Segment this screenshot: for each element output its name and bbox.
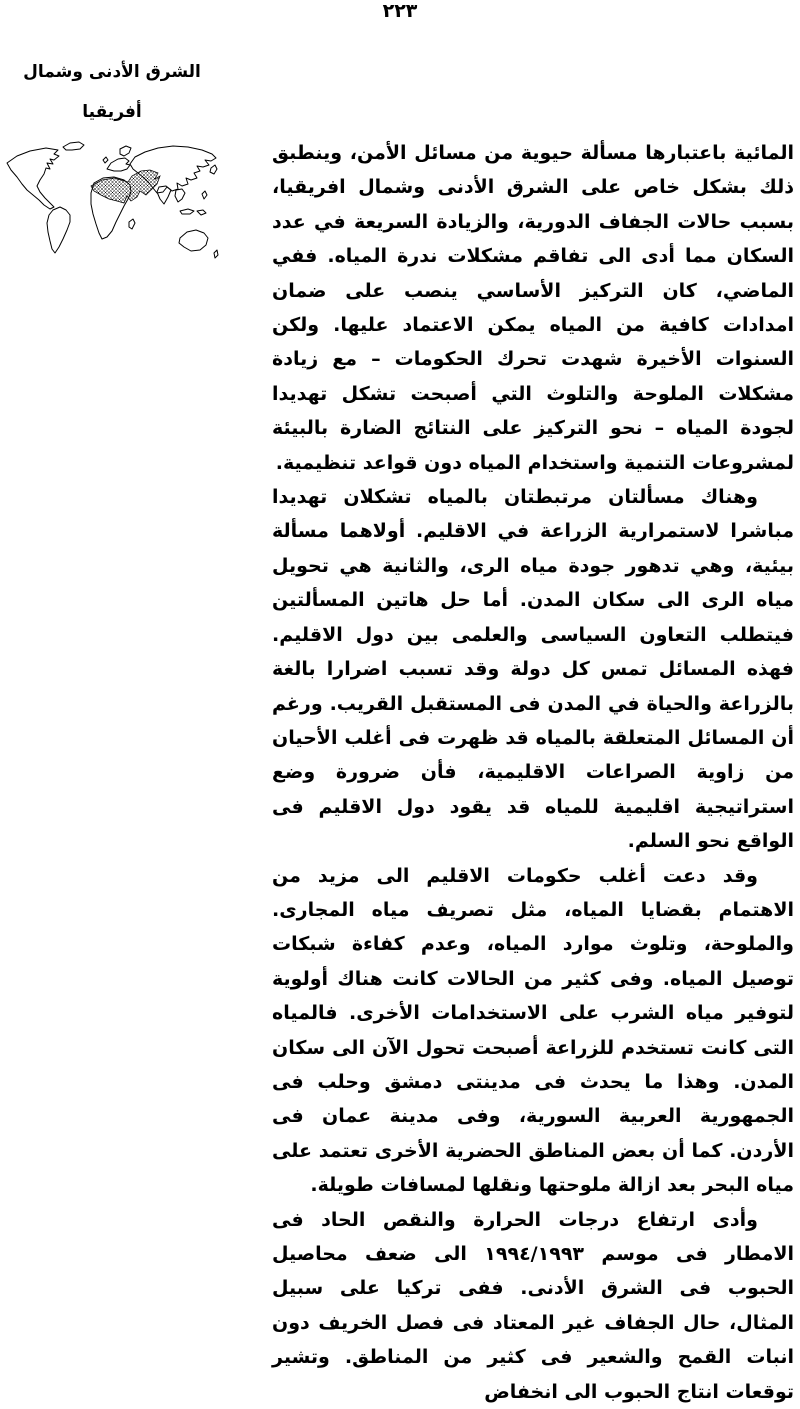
page-number: ٢٢٣ [382,0,418,22]
paragraph-4: وأدى ارتفاع درجات الحرارة والنقص الحاد فى الامطار فى موسم ١٩٩٤/١٩٩٣ الى ضعف محاصيل الحبوب فى الشرق الأدنى. ففى تركيا على سبيل المثال، حال الجفاف غير المعتاد فى فصل الخريف دون انبات القمح والشعير فى كثير من المناطق. وتشير توقعات انتاج الحبوب الى انخفاض [272,1208,794,1403]
world-map-image [4,140,220,270]
region-heading [4,52,220,132]
region-sidebar [4,52,220,270]
paragraph-3: وقد دعت أغلب حكومات الاقليم الى مزيد من الاهتمام بقضايا المياه، مثل تصريف مياه المجارى. والملوحة، وتلوث موارد المياه، وعدم كفاءة شبكات توصيل المياه. وفى كثير من الحالات كانت هناك أولوية لتوفير مياه الشرب على الاستخدامات الأخرى. فالمياه التى كانت تستخدم للزراعة أصبحت تحول الآن الى سكان المدن. وهذا ما يحدث فى مدينتى دمشق وحلب فى الجمهورية العربية السورية، وفى مدينة عمان فى الأردن. كما أن بعض المناطق الحضرية الأخرى تعتمد على مياه البحر بعد ازالة ملوحتها ونقلها لمسافات طويلة. [272,864,794,1197]
highlighted-region-near-east-north-africa [91,170,160,203]
article-text [272,136,794,1409]
world-map-near-east-north-africa-icon [4,140,220,270]
region-heading-line1: الشرق الأدنى وشمال [23,62,201,82]
paragraph-1: المائية باعتبارها مسألة حيوية من مسائل الأمن، وينطبق ذلك بشكل خاص على الشرق الأدنى وشمال افريقيا، بسبب حالات الجفاف الدورية، والزيادة السريعة في عدد السكان مما أدى الى تفاقم مشكلات ندرة المياه. ففي الماضي، كان التركيز الأساسي ينصب على ضمان امدادات كافية من المياه يمكن الاعتماد عليها. ولكن السنوات الأخيرة شهدت تحرك الحكومات – مع زيادة مشكلات الملوحة والتلوث التي أصبحت تشكل تهديدا لجودة المياه – نحو التركيز على النتائج الضارة بالبيئة لمشروعات التنمية واستخدام المياه دون قواعد تنظيمية. [272,142,794,474]
paragraph-2: وهناك مسألتان مرتبطتان بالمياه تشكلان تهديدا مباشرا لاستمرارية الزراعة في الاقليم. أولاهما مسألة بيئية، وهي تدهور جودة مياه الرى، والثانية هي تحويل مياه الرى الى سكان المدن. أما حل هاتين المسألتين فيتطلب التعاون السياسى والعلمى بين دول الاقليم. فهذه المسائل تمس كل دولة وقد تسبب اضرارا بالغة بالزراعة والحياة في المدن فى المستقبل القريب. ورغم أن المسائل المتعلقة بالمياه قد ظهرت فى أغلب الأحيان من زاوية الصراعات الاقليمية، فأن ضرورة وضع استراتيجية اقليمية للمياه قد يقود دول الاقليم فى الواقع نحو السلم. [272,486,794,853]
region-heading-line2: أفريقيا [82,102,142,122]
